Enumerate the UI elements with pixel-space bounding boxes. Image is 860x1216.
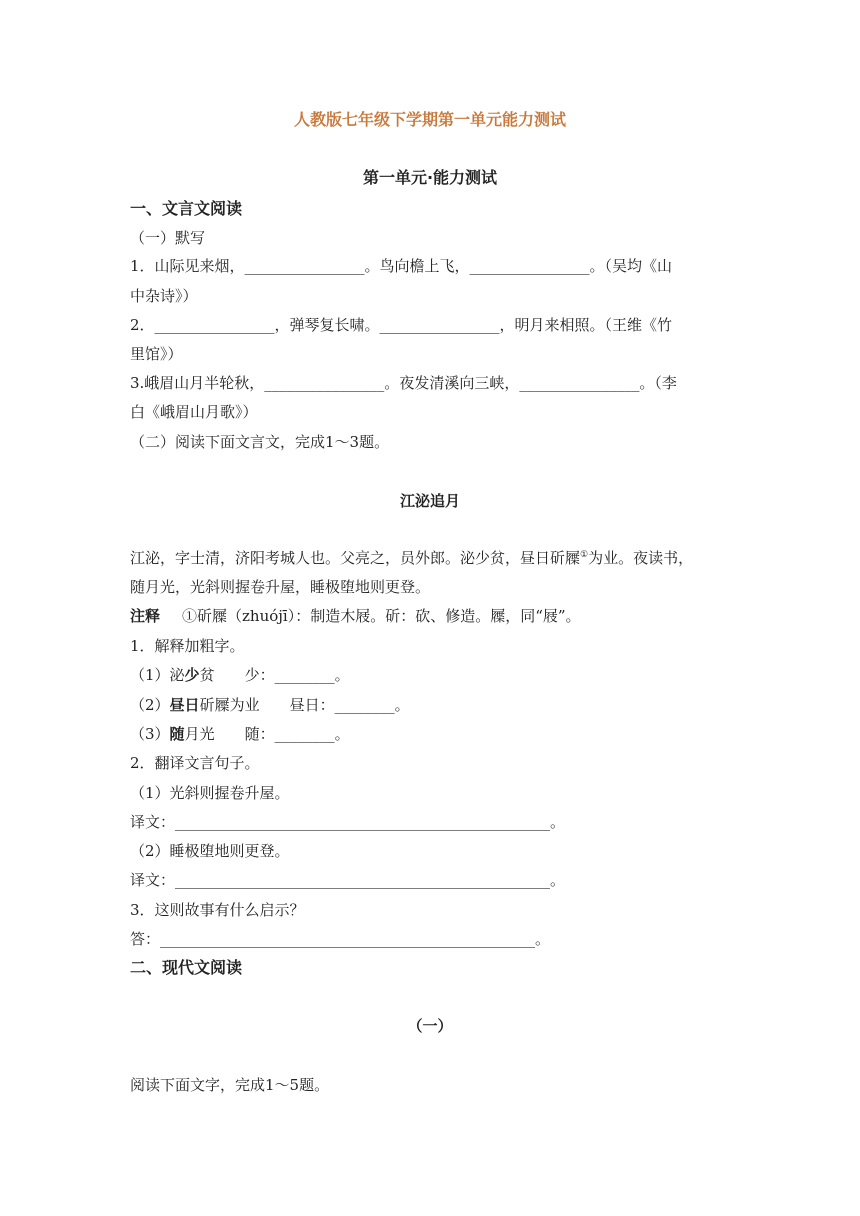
annotation: 注释 ①斫屧（zhuójī）：制造木屐。斫：砍、修造。屧，同“屐”。 <box>130 607 581 625</box>
subsection-heading: （一）默写 <box>130 229 206 247</box>
passage-title: 江泌追月 <box>399 492 460 510</box>
question-line: 白《峨眉山月歌》） <box>130 403 258 421</box>
passage-number: （一） <box>407 1017 453 1035</box>
answer-line: 答：__________________________________________________。 <box>130 930 551 948</box>
question-line: 里馆》） <box>130 345 183 363</box>
subsection-heading: （二）阅读下面文言文，完成1～3题。 <box>130 433 390 451</box>
section-heading-1: 一、文言文阅读 <box>130 199 243 218</box>
footnote-marker: ① <box>580 550 589 560</box>
question-line: 1．解释加粗字。 <box>130 637 245 655</box>
answer-line: 译文：__________________________________________________。 <box>130 871 566 889</box>
unit-title: 第一单元·能力测试 <box>362 168 498 187</box>
question-line: 中杂诗》） <box>130 287 198 305</box>
document-title: 人教版七年级下学期第一单元能力测试 <box>293 110 566 129</box>
question-line: 3.峨眉山月半轮秋，________________。夜发清溪向三峡，________________。（李 <box>130 374 677 392</box>
question-line: 3．这则故事有什么启示？ <box>130 901 305 919</box>
answer-line: 译文：__________________________________________________。 <box>130 813 566 831</box>
instruction-text: 阅读下面文字，完成1～5题。 <box>130 1076 330 1094</box>
passage-text: 随月光，光斜则握卷升屋，睡极堕地则更登。 <box>130 578 431 596</box>
question-line: （1）泌少贫 少：________。 <box>130 666 350 684</box>
question-line: 2．________________，弹琴复长啸。________________，明月来相照。（王维《竹 <box>130 316 673 334</box>
question-line: （2）昼日斫屧为业 昼日：________。 <box>130 696 410 714</box>
section-heading-2: 二、现代文阅读 <box>130 958 243 977</box>
question-line: 1．山际见来烟，________________。鸟向檐上飞，________________。（吴均《山 <box>130 257 673 275</box>
question-line: （2）睡极堕地则更登。 <box>130 842 290 860</box>
question-line: （1）光斜则握卷升屋。 <box>130 784 290 802</box>
question-line: （3）随月光 随：________。 <box>130 725 350 743</box>
question-line: 2．翻译文言句子。 <box>130 754 260 772</box>
passage-text: 江泌，字士清，济阳考城人也。父亮之，员外郎。泌少贫，昼日斫屧①为业。夜读书， <box>130 549 694 567</box>
